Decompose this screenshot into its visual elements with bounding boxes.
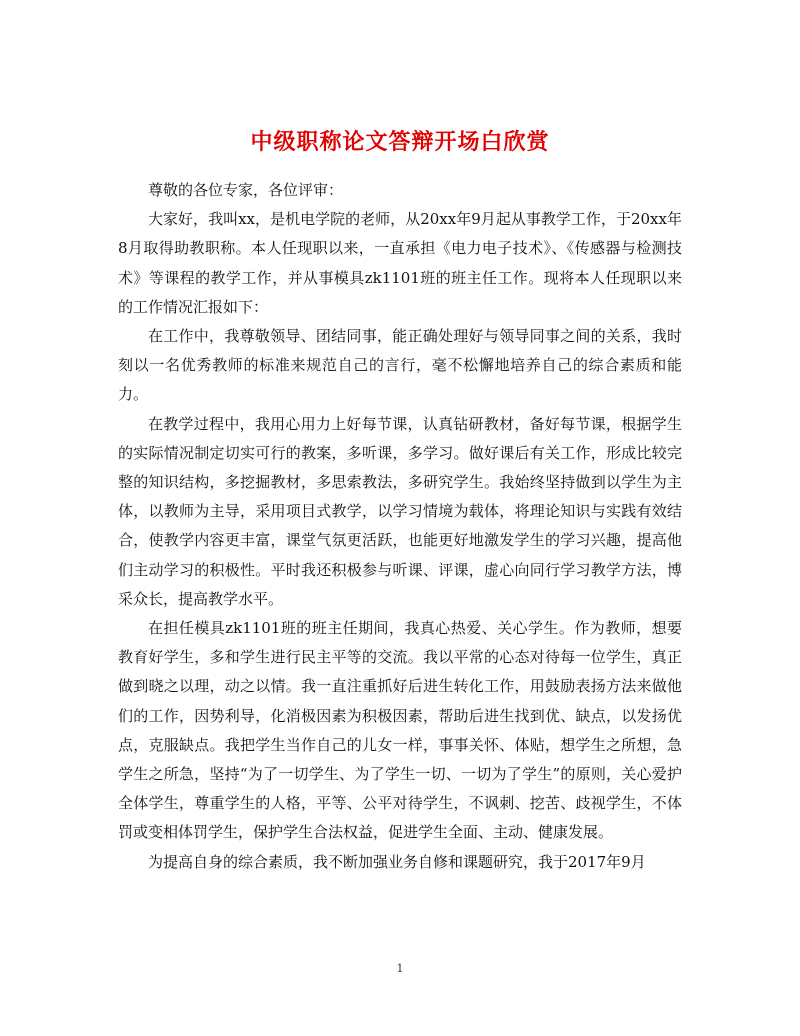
document-body [118, 176, 682, 877]
page-number: 1 [396, 962, 404, 975]
paragraph-self-improvement: 为提高自身的综合素质，我不断加强业务自修和课题研究，我于2017年9月 [148, 852, 646, 871]
salutation: 尊敬的各位专家，各位评审： [148, 181, 344, 199]
paragraph-class-teacher: 在担任模具zk1101班的班主任期间，我真心热爱、关心学生。作为教师，想要教育好学生，多和学生进行民主平等的交流。我以平常的心态对待每一位学生，真正做到晓之以理，动之以情。我一直注重抓好后进生转化工作，用鼓励表扬方法来做他们的工作，因势利导，化消极因素为积极因素，帮助后进生找到优、缺点，以发扬优点，克服缺点。我把学生当作自己的儿女一样，事事关怀、体贴，想学生之所想，急学生之所急，坚持“为了一切学生、为了学生一切、一切为了学生”的原则，关心爱护全体学生，尊重学生的人格，平等、公平对待学生，不讽刺、挖苦、歧视学生，不体罚或变相体罚学生，保护学生合法权益，促进学生全面、主动、健康发展。 [118, 619, 682, 842]
document-title: 中级职称论文答辩开场白欣赏 [250, 128, 550, 155]
paragraph-work-attitude: 在工作中，我尊敬领导、团结同事，能正确处理好与领导同事之间的关系，我时刻以一名优秀教师的标准来规范自己的言行，毫不松懈地培养自己的综合素质和能力。 [118, 327, 682, 404]
paragraph-teaching: 在教学过程中，我用心用力上好每节课，认真钻研教材，备好每节课，根据学生的实际情况制定切实可行的教案，多听课，多学习。做好课后有关工作，形成比较完整的知识结构，多挖掘教材，多思索教法，多研究学生。我始终坚持做到以学生为主体，以教师为主导，采用项目式教学，以学习情境为载体，将理论知识与实践有效结合，使教学内容更丰富，课堂气氛更活跃，也能更好地激发学生的学习兴趣，提高他们主动学习的积极性。平时我还积极参与听课、评课，虚心向同行学习教学方法，博采众长，提高教学水平。 [118, 414, 682, 608]
paragraph-intro: 大家好，我叫xx，是机电学院的老师，从20xx年9月起从事教学工作，于20xx年8月取得助教职称。本人任现职以来，一直承担《电力电子技术》、《传感器与检测技术》等课程的教学工作，并从事模具zk1101班的班主任工作。现将本人任现职以来的工作情况汇报如下： [118, 210, 682, 316]
